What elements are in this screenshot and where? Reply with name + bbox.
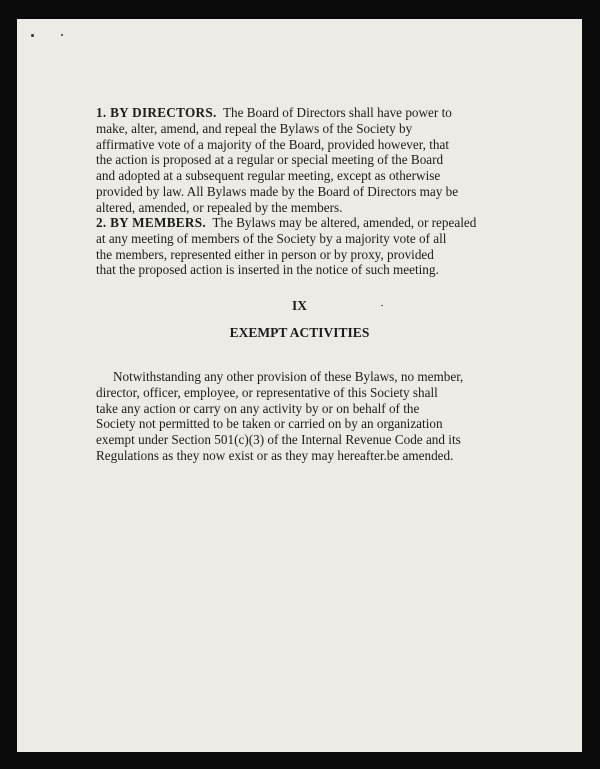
paragraph-line: affirmative vote of a majority of the Board, provided however, that (96, 136, 449, 152)
article-title: EXEMPT ACTIVITIES (229, 325, 370, 340)
article-number: IX (291, 298, 307, 313)
paragraph-line: the members, represented either in person or by proxy, provided (96, 246, 434, 262)
document-page (17, 19, 582, 752)
paragraph-line: exempt under Section 501(c)(3) of the Internal Revenue Code and its (96, 432, 461, 448)
scan-speck (61, 34, 63, 36)
section-by-members (96, 215, 476, 278)
paragraph-line: altered, amended, or repealed by the members. (96, 199, 343, 215)
article-body (96, 369, 463, 464)
paragraph-line: take any action or carry on any activity by or on behalf of the (96, 400, 420, 416)
paragraph-line: Regulations as they now exist or as they may hereafter.be amended. (96, 447, 454, 463)
section-by-directors (96, 105, 458, 216)
paragraph-line: that the proposed action is inserted in the notice of such meeting. (96, 262, 439, 278)
paragraph-line: the action is proposed at a regular or special meeting of the Board (96, 152, 444, 168)
scan-speck (31, 34, 34, 37)
paragraph-line: director, officer, employee, or representative of this Society shall (96, 384, 438, 400)
paragraph-line: Society not permitted to be taken or carried on by an organization (96, 416, 443, 432)
paragraph-line: at any meeting of members of the Society by a majority vote of all (96, 230, 447, 246)
paragraph-line: 2. BY MEMBERS. The Bylaws may be altered, amended, or repealed (96, 215, 477, 230)
section-heading: 1. BY DIRECTORS. (96, 105, 217, 120)
paragraph-line: 1. BY DIRECTORS. The Board of Directors shall have power to (96, 105, 452, 120)
paragraph-line: make, alter, amend, and repeal the Bylaws of the Society by (96, 120, 413, 136)
paragraph-line: Notwithstanding any other provision of these Bylaws, no member, (113, 369, 464, 384)
paragraph-line: provided by law. All Bylaws made by the Board of Directors may be (96, 183, 459, 199)
section-heading: 2. BY MEMBERS. (96, 215, 206, 230)
paragraph-line: and adopted at a subsequent regular meeting, except as otherwise (96, 168, 441, 184)
